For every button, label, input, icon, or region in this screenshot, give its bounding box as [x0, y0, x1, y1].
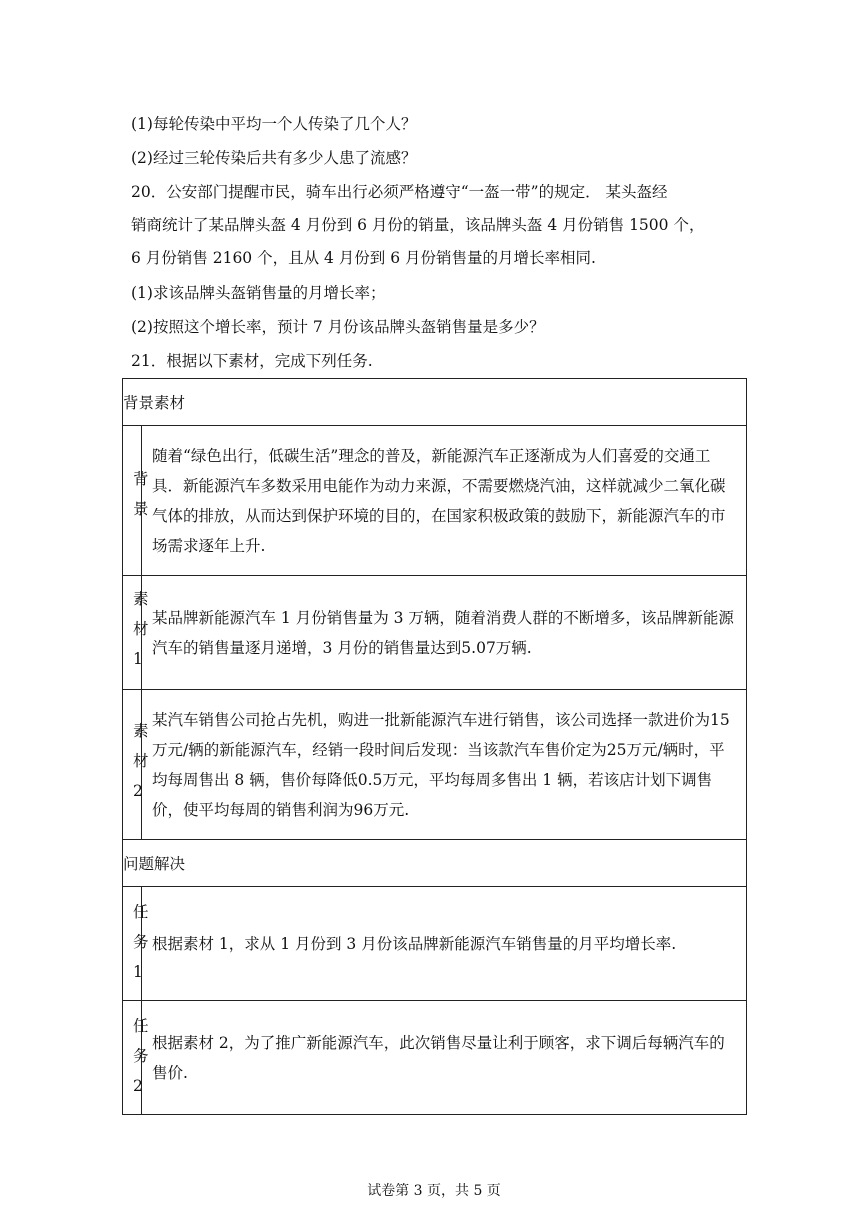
section-header-problem: 问题解决 [123, 840, 747, 887]
page-footer: 试卷第 3 页，共 5 页 [367, 1183, 501, 1199]
materials-table [122, 378, 747, 1115]
background-text: 随着“绿色出行，低碳生活”理念的普及，新能源汽车正逐渐成为人们喜爱的交通工具．新能源汽车多数采用电能作为动力来源，不需要燃烧汽油，这样就减少二氧化碳气体的排放，从而达到保护环境的目的，在国家积极政策的鼓励下，新能源汽车的市场需求逐年上升. [142, 426, 747, 576]
q19-part2: (2)经过三轮传染后共有多少人患了流感？ [131, 149, 417, 167]
material1-text: 某品牌新能源汽车 1 月份销售量为 3 万辆，随着消费人群的不断增多，该品牌新能源汽车的销售量逐月递增，3 月份的销售量达到5.07万辆. [142, 576, 747, 690]
q19-part1: (1)每轮传染中平均一个人传染了几个人？ [131, 115, 417, 133]
section-header-background: 背景素材 [123, 379, 747, 426]
q20-stem-line1: 20．公安部门提醒市民，骑车出行必须严格遵守“一盔一带”的规定． 某头盔经 [131, 183, 668, 201]
task1-text: 根据素材 1，求从 1 月份到 3 月份该品牌新能源汽车销售量的月平均增长率. [142, 887, 747, 1001]
row-label-task1: 任务1 [123, 887, 142, 1001]
row-label-task2: 任务2 [123, 1001, 142, 1115]
q20-stem-line2: 销商统计了某品牌头盔 4 月份到 6 月份的销量，该品牌头盔 4 月份销售 1500 个， [131, 216, 705, 234]
task2-text: 根据素材 2，为了推广新能源汽车，此次销售尽量让利于顾客，求下调后每辆汽车的售价. [142, 1001, 747, 1115]
q20-stem-line3: 6 月份销售 2160 个，且从 4 月份到 6 月份销售量的月增长率相同. [131, 249, 596, 267]
q21-stem: 21．根据以下素材，完成下列任务. [131, 352, 373, 370]
row-label-material1: 素材1 [123, 576, 142, 690]
q20-part2: (2)按照这个增长率，预计 7 月份该品牌头盔销售量是多少？ [131, 318, 545, 336]
q20-part1: (1)求该品牌头盔销售量的月增长率； [131, 284, 386, 302]
row-label-background: 背景 [123, 426, 142, 576]
row-label-material2: 素材2 [123, 690, 142, 840]
material2-text: 某汽车销售公司抢占先机，购进一批新能源汽车进行销售，该公司选择一款进价为15万元/辆的新能源汽车，经销一段时间后发现：当该款汽车售价定为25万元/辆时，平均每周售出 8 辆，售价每降低0.5万元，平均每周多售出 1 辆，若该店计划下调售价，使平均每周的销售利润为96万元. [142, 690, 747, 840]
